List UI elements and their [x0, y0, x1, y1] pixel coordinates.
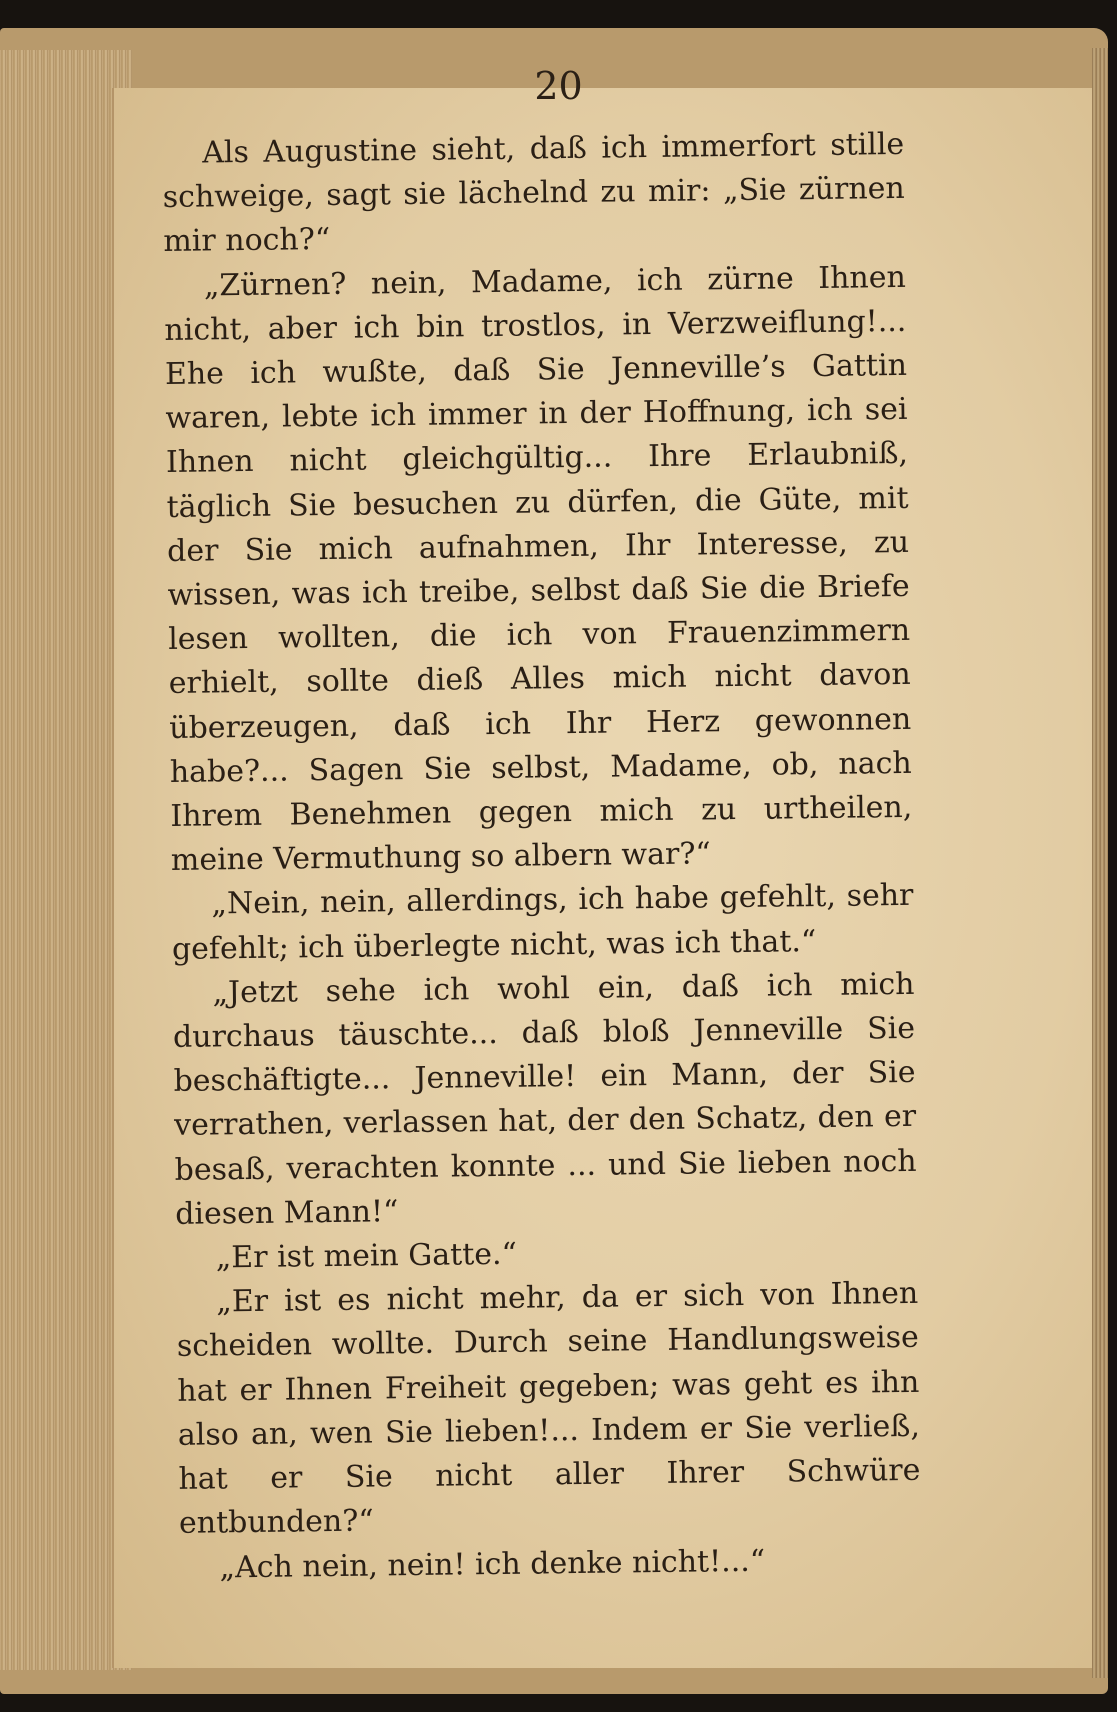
paragraph: „Zürnen? nein, Madame, ich zürne Ihnen nicht, aber ich bin trostlos, in Verzweiflung!... Ehe ich wußte, daß Sie Jenneville’s Gattin waren, lebte ich immer in der Hoffnung, ich sei Ihnen nicht gleichgültig... Ihre Erlaubniß, täglich Sie besuchen zu dürfen, die Güte, mit der Sie mich aufnahmen, Ihr Interesse, zu wissen, was ich treibe, selbst daß Sie die Briefe lesen wollten, die ich von Frauenzimmern erhielt, sollte dieß Alles mich nicht davon überzeugen, daß ich Ihr Herz gewonnen habe?... Sagen Sie selbst, Madame, ob, nach Ihrem Benehmen gegen mich zu urtheilen, meine Vermuthung so albern war?“	[164, 259, 913, 879]
paragraph: „Ach nein, nein! ich denke nicht!...“	[219, 1543, 766, 1585]
page-number: 20	[534, 64, 583, 108]
paragraph: „Jetzt sehe ich wohl ein, daß ich mich durchaus täuschte... daß bloß Jenneville Sie beschäftigte... Jenneville! ein Mann, der Sie verrathen, verlassen hat, der den Schatz, den er besaß, verachten konnte ... und Sie lieben noch diesen Mann!“	[172, 966, 917, 1232]
paragraph: „Er ist mein Gatte.“	[215, 1236, 518, 1276]
body-text	[162, 123, 922, 1591]
paragraph: „Nein, nein, allerdings, ich habe gefehlt, sehr gefehlt; ich überlegte nicht, was ich that.“	[171, 878, 914, 967]
paragraph: „Er ist es nicht mehr, da er sich von Ihnen scheiden wollte. Durch seine Handlungsweise hat er Ihnen Freiheit gegeben; was geht es ihn also an, wen Sie lieben!... Indem er Sie verließ, hat er Sie nicht aller Ihrer Schwüre entbunden?“	[176, 1276, 921, 1542]
paragraph: Als Augustine sieht, daß ich immerfort stille schweige, sagt sie lächelnd zu mir: „Sie zürnen mir noch?“	[162, 126, 905, 260]
right-page-edge	[1092, 48, 1108, 1678]
